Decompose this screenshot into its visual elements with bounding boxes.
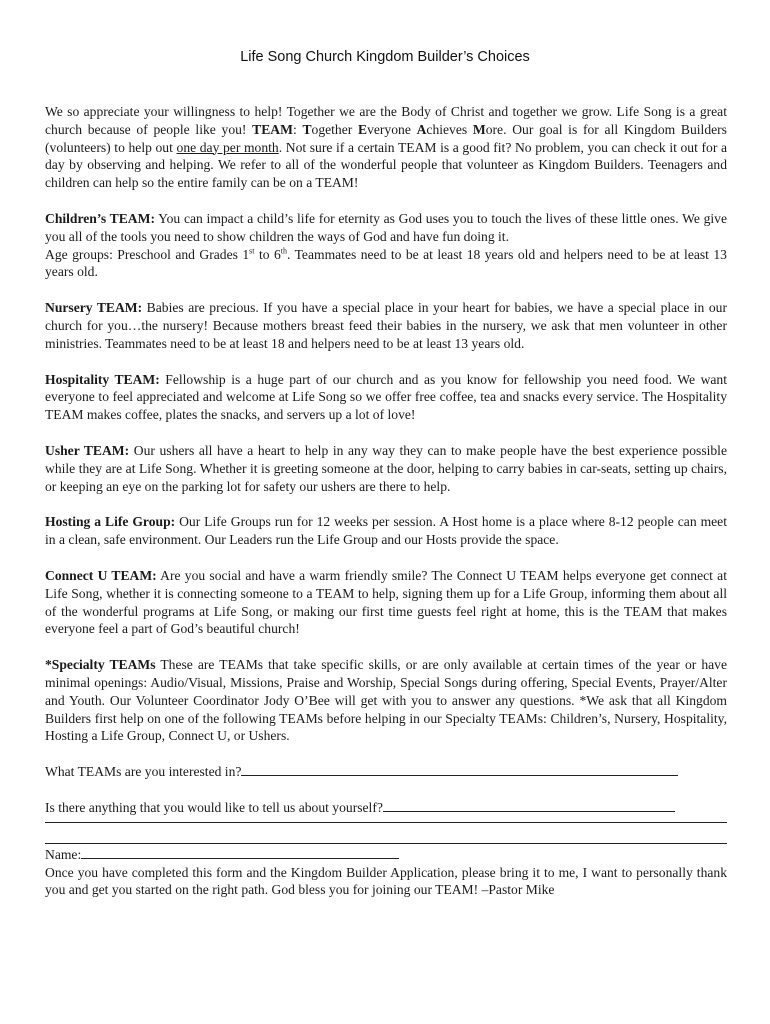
usher-team-heading: Usher TEAM: xyxy=(45,442,130,458)
name-field[interactable] xyxy=(81,846,399,859)
hosting-life-group-heading: Hosting a Life Group: xyxy=(45,514,176,530)
acronym-e-rest: veryone xyxy=(367,121,417,137)
connect-u-team-text: Are you social and have a warm friendly smile? The Connect U TEAM helps everyone get connect at Life Song, whether it is connecting someone to a TEAM to help, signing them up for a Life Group, informing them about all of the wonderful programs at Life Song, or making our first time guests feel right at home, this is the TEAM that makes everyone feel a part of God’s beautiful church! xyxy=(45,567,727,637)
childrens-team-text: You can impact a child’s life for eternity as God uses you to touch the lives of these little ones. We give you all of the tools you need to show children the ways of God and have fun doing it. xyxy=(45,210,727,244)
about-yourself-field[interactable] xyxy=(383,799,675,812)
closing-paragraph: Once you have completed this form and the Kingdom Builder Application, please bring it to me, I want to personally thank you and get you started on the right path. God bless you for joining our TEAM! –Pastor Mike xyxy=(45,864,727,898)
page-title: Life Song Church Kingdom Builder’s Choices xyxy=(240,49,530,65)
hospitality-team-heading: Hospitality TEAM: xyxy=(45,371,160,387)
connect-u-team-section xyxy=(45,567,727,638)
intro-paragraph xyxy=(45,103,727,192)
acronym-t: T xyxy=(302,121,312,137)
nursery-team-heading: Nursery TEAM: xyxy=(45,300,143,316)
acronym-t-rest: ogether xyxy=(311,121,358,137)
teams-interest-question xyxy=(45,763,727,781)
nursery-team-section xyxy=(45,299,727,352)
specialty-teams-text: These are TEAMs that take specific skills, or are only available at certain times of the year or have minimal openings: Audio/Visual, Missions, Praise and Worship, Special Songs during offering, Special Events, Prayer/Alter and Youth. Our Volunteer Coordinator Jody O’Bee will get with you to answer any questions. *We ask that all Kingdom Builders first help on one of the following TEAMs before helping in our Specialty TEAMs: Children’s, Nursery, Hospitality, Hosting a Life Group, Connect U, or Ushers. xyxy=(45,657,727,744)
usher-team-section xyxy=(45,442,727,495)
intro-colon: : xyxy=(292,121,303,137)
ordinal-st: st xyxy=(249,246,255,256)
childrens-team-section xyxy=(45,210,727,281)
intro-text-2: . Not sure if a certain TEAM is a good fit? No problem, you can check it out for a day by observing and helping. We refer to all of the wonderful people that volunteer as Kingdom Builders. Teenagers and children can help so the entire family can be on a TEAM! xyxy=(45,139,727,191)
acronym-m-rest: ore. Our goal is for all Kingdom Builders (volunteers) to help out xyxy=(45,121,727,155)
hosting-life-group-text: Our Life Groups run for 12 weeks per session. A Host home is a place where 8-12 people can meet in a clean, safe environment. Our Leaders run the Life Group and our Hosts provide the space. xyxy=(45,514,727,548)
about-yourself-question xyxy=(45,799,727,817)
hospitality-team-text: Fellowship is a huge part of our church and as you know for fellowship you need food. We want everyone to feel appreciated and welcome at Life Song so we offer free coffee, tea and snacks every service. The Hospitality TEAM makes coffee, plates the snacks, and servers up a lot of love! xyxy=(45,371,727,423)
name-row xyxy=(45,846,727,864)
acronym-m: M xyxy=(472,121,486,137)
teams-interest-field[interactable] xyxy=(241,763,678,776)
name-label: Name: xyxy=(45,846,82,862)
intro-text-1: We so appreciate your willingness to help! Together we are the Body of Christ and together we grow. Life Song is a great church because of people like you! xyxy=(45,104,727,137)
about-yourself-line-2[interactable] xyxy=(45,821,727,823)
childrens-team-heading: Children’s TEAM: xyxy=(45,210,155,226)
connect-u-team-heading: Connect U TEAM: xyxy=(45,567,157,583)
acronym-e: E xyxy=(358,121,368,137)
about-yourself-label: Is there anything that you would like to tell us about yourself? xyxy=(45,799,383,815)
hospitality-team-section xyxy=(45,371,727,424)
ordinal-th: th xyxy=(280,246,287,256)
nursery-team-text: Babies are precious. If you have a special place in your heart for babies, we have a special place in our church for you…the nursery! Because mothers breast feed their babies in the nursery, we ask that men volunteer in other ministries. Teammates need to be at least 18 and helpers need to be at least 13 years old. xyxy=(45,300,727,351)
acronym-a-rest: chieves xyxy=(426,121,473,137)
usher-team-text: Our ushers all have a heart to help in any way they can to make people have the best experience possible while they are at Life Song. Whether it is greeting someone at the door, helping to carry babies in car-seats, setting up chairs, or keeping an eye on the parking lot for safety our ushers are there to help. xyxy=(45,442,727,494)
age-groups-text-a: Age groups: Preschool and Grades 1 xyxy=(45,246,250,262)
teams-interest-label: What TEAMs are you interested in? xyxy=(45,764,242,780)
age-groups-text-b: to 6 xyxy=(254,246,281,262)
specialty-teams-section xyxy=(45,656,727,745)
document-body xyxy=(45,103,727,899)
specialty-teams-heading: *Specialty TEAMs xyxy=(45,657,156,673)
team-word: TEAM xyxy=(252,121,293,137)
acronym-a: A xyxy=(416,121,427,137)
hosting-life-group-section xyxy=(45,513,727,549)
about-yourself-line-3[interactable] xyxy=(45,842,727,844)
age-groups-text-c: . Teammates need to be at least 18 years old and helpers need to be at least 13 years old. xyxy=(45,246,727,280)
one-day-per-month: one day per month xyxy=(176,139,279,155)
